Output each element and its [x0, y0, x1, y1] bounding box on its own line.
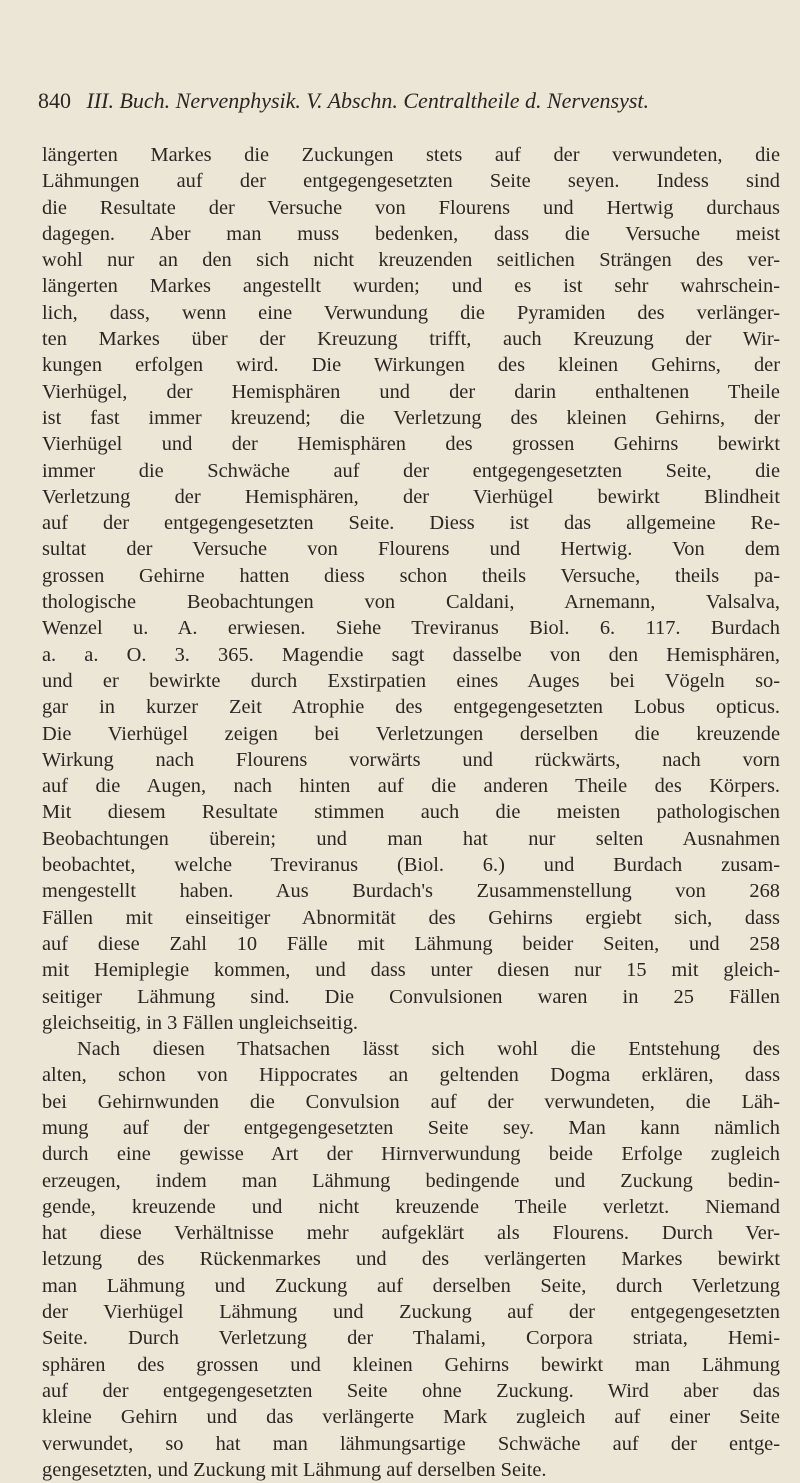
text-line: thologische Beobachtungen von Caldani, Arnemann, Valsalva,: [42, 591, 780, 614]
text-line: auf diese Zahl 10 Fälle mit Lähmung beider Seiten, und 258: [42, 932, 780, 955]
text-line: man Lähmung und Zuckung auf derselben Seite, durch Verletzung: [42, 1274, 780, 1297]
text-line: gende, kreuzende und nicht kreuzende Theile verletzt. Niemand: [42, 1195, 780, 1218]
text-line: Seite. Durch Verletzung der Thalami, Corpora striata, Hemi-: [42, 1327, 780, 1350]
text-line: gleichseitig, in 3 Fällen ungleichseitig.: [42, 1011, 358, 1034]
text-line: auf der entgegengesetzten Seite. Diess ist das allgemeine Re-: [42, 512, 780, 535]
text-line: Vierhügel und der Hemisphären des grossen Gehirns bewirkt: [42, 433, 780, 456]
text-line: auf der entgegengesetzten Seite ohne Zuckung. Wird aber das: [42, 1379, 780, 1402]
text-line: Lähmungen auf der entgegengesetzten Seite seyen. Indess sind: [42, 170, 780, 193]
text-line: Vierhügel, der Hemisphären und der darin enthaltenen Theile: [42, 380, 780, 403]
text-line: verwundet, so hat man lähmungsartige Schwäche auf der entge-: [42, 1432, 780, 1455]
text-line: wohl nur an den sich nicht kreuzenden seitlichen Strängen des ver-: [42, 249, 780, 272]
text-line: längerten Markes die Zuckungen stets auf der verwundeten, die: [42, 144, 780, 166]
text-line: durch eine gewisse Art der Hirnverwundung beide Erfolge zugleich: [42, 1143, 780, 1166]
text-line: auf die Augen, nach hinten auf die anderen Theile des Körpers.: [42, 775, 780, 798]
text-line: sphären des grossen und kleinen Gehirns bewirkt man Lähmung: [42, 1353, 780, 1376]
text-line: mit Hemiplegie kommen, und dass unter diesen nur 15 mit gleich-: [42, 959, 780, 982]
text-line: mung auf der entgegengesetzten Seite sey. Man kann nämlich: [42, 1116, 780, 1139]
text-line: Die Vierhügel zeigen bei Verletzungen derselben die kreuzende: [42, 722, 780, 745]
text-line: immer die Schwäche auf der entgegengesetzten Seite, die: [42, 459, 780, 482]
text-line: a. a. O. 3. 365. Magendie sagt dasselbe von den Hemisphären,: [42, 643, 780, 666]
text-line: längerten Markes angestellt wurden; und es ist sehr wahrschein-: [42, 275, 780, 298]
text-line: hat diese Verhältnisse mehr aufgeklärt als Flourens. Durch Ver-: [42, 1222, 780, 1245]
text-line: Wenzel u. A. erwiesen. Siehe Treviranus Biol. 6. 117. Burdach: [42, 617, 780, 640]
text-line: alten, schon von Hippocrates an geltenden Dogma erklären, dass: [42, 1064, 780, 1087]
text-line: grossen Gehirne hatten diess schon theils Versuche, theils pa-: [42, 564, 780, 587]
running-title: III. Buch. Nervenphysik. V. Abschn. Centraltheile d. Nervensyst.: [86, 88, 650, 113]
text-line: mengestellt haben. Aus Burdach's Zusammenstellung von 268: [42, 880, 780, 903]
text-line: ist fast immer kreuzend; die Verletzung des kleinen Gehirns, der: [42, 406, 780, 429]
text-line: erzeugen, indem man Lähmung bedingende und Zuckung bedin-: [42, 1169, 780, 1192]
text-line: sultat der Versuche von Flourens und Hertwig. Von dem: [42, 538, 780, 561]
body-text: [42, 142, 780, 1483]
text-line: Beobachtungen überein; und man hat nur selten Ausnahmen: [42, 827, 780, 850]
text-line: gar in kurzer Zeit Atrophie des entgegengesetzten Lobus opticus.: [42, 696, 780, 719]
text-line: kungen erfolgen wird. Die Wirkungen des kleinen Gehirns, der: [42, 354, 780, 377]
text-line: gengesetzten, und Zuckung mit Lähmung auf derselben Seite.: [42, 1458, 547, 1481]
text-line: ten Markes über der Kreuzung trifft, auch Kreuzung der Wir-: [42, 328, 780, 351]
text-line: Verletzung der Hemisphären, der Vierhügel bewirkt Blindheit: [42, 485, 780, 508]
text-line: die Resultate der Versuche von Flourens und Hertwig durchaus: [42, 196, 780, 219]
text-line: Fällen mit einseitiger Abnormität des Gehirns ergiebt sich, dass: [42, 906, 780, 929]
text-line: kleine Gehirn und das verlängerte Mark zugleich auf einer Seite: [42, 1406, 780, 1429]
text-line: und er bewirkte durch Exstirpatien eines Auges bei Vögeln so-: [42, 669, 780, 692]
text-line: Wirkung nach Flourens vorwärts und rückwärts, nach vorn: [42, 748, 780, 771]
text-line: lich, dass, wenn eine Verwundung die Pyramiden des verlänger-: [42, 301, 780, 324]
text-line: dagegen. Aber man muss bedenken, dass die Versuche meist: [42, 222, 780, 245]
text-line: der Vierhügel Lähmung und Zuckung auf der entgegengesetzten: [42, 1301, 780, 1324]
page-number: 840: [38, 88, 71, 113]
text-line: Nach diesen Thatsachen lässt sich wohl die Entstehung des: [77, 1038, 780, 1061]
text-line: beobachtet, welche Treviranus (Biol. 6.) und Burdach zusam-: [42, 854, 780, 877]
text-line: bei Gehirnwunden die Convulsion auf der verwundeten, die Läh-: [42, 1090, 780, 1113]
text-line: seitiger Lähmung sind. Die Convulsionen waren in 25 Fällen: [42, 985, 780, 1008]
text-line: Mit diesem Resultate stimmen auch die meisten pathologischen: [42, 801, 780, 824]
running-header: [38, 88, 768, 114]
text-line: letzung des Rückenmarkes und des verlängerten Markes bewirkt: [42, 1248, 780, 1271]
